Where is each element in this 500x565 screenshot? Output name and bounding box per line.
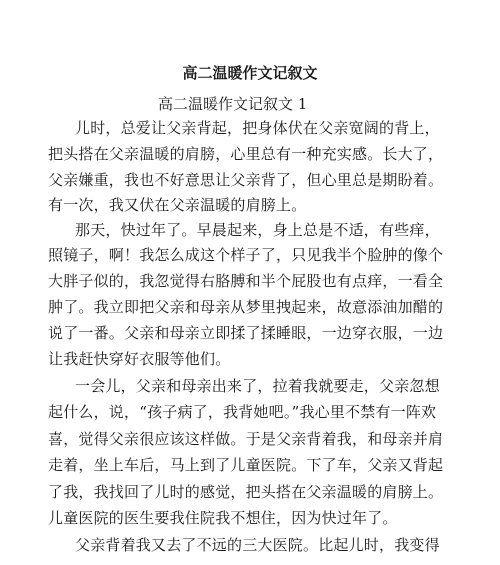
- document-title: 高二温暖作文记叙文: [182, 64, 318, 82]
- paragraph-line: 喜，觉得父亲很应该这样做。于是父亲背着我，和母亲并肩: [48, 430, 444, 448]
- paragraph-line: 让我赶快穿好衣服等他们。: [48, 350, 231, 368]
- paragraph-line: 儿时，总爱让父亲背起，把身体伏在父亲宽阔的背上，: [75, 119, 440, 137]
- paragraph-line: 父亲嫌重，我也不好意思让父亲背了，但心里总是期盼着。: [48, 171, 444, 189]
- paragraph-line: 起什么，说，“孩子病了，我背她吧。”我心里不禁有一阵欢: [48, 403, 437, 421]
- paragraph-line: 走着，坐上车后，马上到了儿童医院。下了车，父亲又背起: [48, 456, 444, 474]
- paragraph-line: 把头搭在父亲温暖的肩膀，心里总有一种充实感。长大了，: [48, 145, 444, 163]
- paragraph-line: 照镜子，啊！我怎么成这个样子了，只见我半个脸肿的像个: [48, 246, 444, 264]
- paragraph-line: 儿童医院的医生要我住院我不想住，因为快过年了。: [48, 509, 398, 527]
- paragraph-line: 父亲背着我又去了不远的三大医院。比起儿时，我变得: [75, 536, 440, 554]
- document-subtitle: 高二温暖作文记叙文 1: [158, 95, 308, 113]
- paragraph-line: 那天，快过年了。早晨起来，身上总是不适，有些痒，: [75, 221, 440, 239]
- paragraph-line: 了我，我找回了儿时的感觉，把头搭在父亲温暖的肩膀上。: [48, 483, 444, 501]
- paragraph-line: 有一次，我又伏在父亲温暖的肩膀上。: [48, 196, 307, 214]
- paragraph-line: 一会儿，父亲和母亲出来了，拉着我就要走，父亲忽想: [75, 377, 440, 395]
- paragraph-line: 肿了。我立即把父亲和母亲从梦里拽起来，故意添油加醋的: [48, 298, 444, 316]
- paragraph-line: 大胖子似的，我忽觉得右胳膊和半个屁股也有点痒，一看全: [48, 272, 444, 290]
- paragraph-line: 说了一番。父亲和母亲立即揉了揉睡眼，一边穿衣服，一边: [48, 324, 444, 342]
